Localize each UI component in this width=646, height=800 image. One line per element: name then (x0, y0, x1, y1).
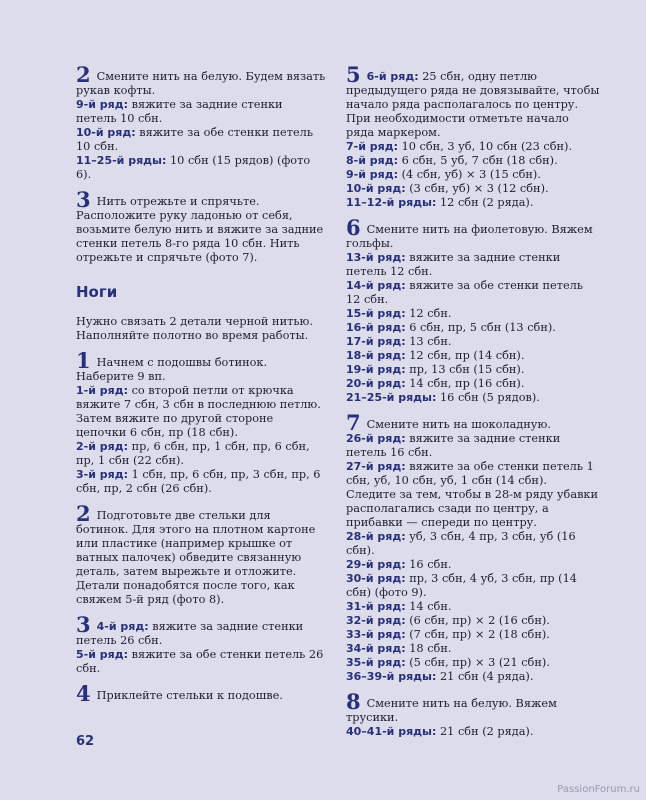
instruction-line (76, 440, 326, 468)
instruction-line (76, 187, 326, 265)
instruction-line (346, 349, 600, 363)
row-text: 13 сбн. (409, 335, 452, 348)
left-steps-after (76, 348, 326, 706)
row-text: Нить отрежьте и спрячьте. Расположите руку ладонью от себя, возьмите белую нить и вяжите за задние стенки петель 8-го ряда 10 сбн. Нить отрежьте и спрячьте (фото 7). (76, 195, 324, 264)
page-number: 62 (76, 734, 95, 749)
instruction-line (346, 628, 600, 642)
step-number: 4 (76, 681, 91, 706)
instruction-line (76, 468, 326, 496)
row-label: 8-й ряд: (346, 154, 398, 167)
instruction-line (346, 460, 600, 488)
instruction-line (76, 384, 326, 440)
instruction-step (76, 62, 326, 182)
instruction-line (346, 168, 600, 182)
row-label: 35-й ряд: (346, 656, 406, 669)
row-text: 10 сбн, 3 уб, 10 сбн (23 сбн). (401, 140, 573, 153)
instruction-line (76, 154, 326, 182)
row-label: 17-й ряд: (346, 335, 406, 348)
step-number: 3 (76, 612, 91, 637)
row-label: 40–41-й ряды: (346, 725, 437, 738)
instruction-line (346, 279, 600, 307)
instruction-line (76, 126, 326, 154)
row-text: вяжите за задние стенки петель 26 сбн. (76, 620, 304, 647)
instruction-line (346, 215, 600, 251)
instruction-line (346, 530, 600, 558)
instruction-line (346, 363, 600, 377)
row-label: 9-й ряд: (76, 98, 128, 111)
step-number: 2 (76, 62, 91, 87)
right-column (346, 62, 600, 748)
row-text: вяжите за обе стенки петель 10 сбн. (76, 126, 313, 153)
row-label: 3-й ряд: (76, 468, 128, 481)
step-number: 8 (346, 689, 361, 714)
instruction-line (346, 182, 600, 196)
row-text: 16 сбн (5 рядов). (439, 391, 540, 404)
row-label: 4-й ряд: (96, 620, 149, 633)
instruction-step (76, 187, 326, 265)
row-label: 31-й ряд: (346, 600, 406, 613)
instruction-line (346, 307, 600, 321)
row-text: Смените нить на фиолетовую. Вяжем гольфы. (346, 223, 593, 250)
instruction-line (346, 558, 600, 572)
instruction-line (346, 62, 600, 140)
row-text: 25 сбн, одну петлю предыдущего ряда не довязывайте, чтобы начало ряда располагалось по центру. При необходимости отметьте начало ряда маркером. (346, 70, 600, 139)
instruction-line (346, 614, 600, 628)
row-label: 5-й ряд: (76, 648, 128, 661)
instruction-line (346, 154, 600, 168)
instruction-line (346, 600, 600, 614)
instruction-line (346, 642, 600, 656)
row-text: 14 сбн, пр (16 сбн). (409, 377, 525, 390)
row-text: 12 сбн, пр (14 сбн). (409, 349, 525, 362)
instruction-line (346, 335, 600, 349)
row-label: 28-й ряд: (346, 530, 406, 543)
instruction-line (346, 196, 600, 210)
row-label: 26-й ряд: (346, 432, 406, 445)
row-label: 6-й ряд: (366, 70, 419, 83)
row-label: 34-й ряд: (346, 642, 406, 655)
row-label: 10-й ряд: (346, 182, 406, 195)
row-text: Приклейте стельки к подошве. (96, 689, 283, 702)
row-text: Смените нить на шоколадную. (366, 418, 551, 431)
row-label: 13-й ряд: (346, 251, 406, 264)
row-text: Следите за тем, чтобы в 28-м ряду убавки располагались сзади по центру, а прибавки — спереди по центру. (346, 488, 599, 529)
row-text: вяжите за обе стенки петель 26 сбн. (76, 648, 324, 675)
instruction-line (346, 572, 600, 600)
row-text: 6 сбн, пр, 5 сбн (13 сбн). (409, 321, 556, 334)
row-text: 1 сбн, пр, 6 сбн, пр, 3 сбн, пр, 6 сбн, пр, 2 сбн (26 сбн). (76, 468, 321, 495)
row-label: 11–25-й ряды: (76, 154, 167, 167)
instruction-line (76, 501, 326, 607)
row-text: пр, 6 сбн, пр, 1 сбн, пр, 6 сбн, пр, 1 сбн (22 сбн). (76, 440, 310, 467)
row-label: 16-й ряд: (346, 321, 406, 334)
instruction-line (346, 689, 600, 725)
row-text: 12 сбн. (409, 307, 452, 320)
instruction-line (76, 98, 326, 126)
row-label: 18-й ряд: (346, 349, 406, 362)
row-text: 12 сбн (2 ряда). (439, 196, 534, 209)
instruction-line (346, 410, 600, 435)
left-steps-before (76, 62, 326, 265)
row-label: 15-й ряд: (346, 307, 406, 320)
instruction-line (76, 648, 326, 676)
row-text: 16 сбн. (409, 558, 452, 571)
step-number: 5 (346, 62, 361, 87)
row-text: Начнем с подошвы ботинок. Наберите 9 вп. (76, 356, 268, 383)
row-label: 29-й ряд: (346, 558, 406, 571)
instruction-step (76, 348, 326, 496)
row-label: 2-й ряд: (76, 440, 128, 453)
section-intro: Нужно связать 2 детали черной нитью. Наполняйте полотно во время работы. (76, 315, 313, 342)
row-text: 18 сбн. (409, 642, 452, 655)
row-text: (4 сбн, уб) × 3 (15 сбн). (401, 168, 541, 181)
row-label: 33-й ряд: (346, 628, 406, 641)
instruction-line (346, 391, 600, 405)
row-label: 20-й ряд: (346, 377, 406, 390)
instruction-line (346, 140, 600, 154)
row-label: 21–25-й ряды: (346, 391, 437, 404)
row-text: 21 сбн (4 ряда). (439, 670, 534, 683)
instruction-line (346, 432, 600, 460)
row-text: Подготовьте две стельки для ботинок. Для этого на плотном картоне или пластике (например крышке от ватных палочек) обведите связанную деталь, затем вырежьте и отложите. Детали понадобятся после того, как свяжем 5-й ряд (фото 8). (76, 509, 316, 606)
instruction-line (76, 612, 326, 648)
watermark: PassionForum.ru (557, 784, 640, 795)
row-text: (6 сбн, пр) × 2 (16 сбн). (409, 614, 550, 627)
section-title: Ноги (76, 283, 118, 301)
instruction-step (346, 62, 600, 210)
row-text: Смените нить на белую. Будем вязать рукав кофты. (76, 70, 326, 97)
instruction-line (346, 251, 600, 279)
instruction-line (346, 670, 600, 684)
row-text: вяжите за задние стенки петель 12 сбн. (346, 251, 561, 278)
row-text: 21 сбн (2 ряда). (439, 725, 534, 738)
instruction-step (346, 215, 600, 405)
instruction-line (76, 62, 326, 98)
instruction-line (76, 348, 326, 384)
row-label: 10-й ряд: (76, 126, 136, 139)
row-text: 10 сбн (15 рядов) (фото 6). (76, 154, 311, 181)
instruction-line (346, 321, 600, 335)
step-number: 6 (346, 215, 361, 240)
row-text: (3 сбн, уб) × 3 (12 сбн). (409, 182, 549, 195)
row-label: 1-й ряд: (76, 384, 128, 397)
instruction-line (346, 656, 600, 670)
right-steps (346, 62, 600, 739)
row-text: со второй петли от крючка вяжите 7 сбн, 3 сбн в последнюю петлю. Затем вяжите по другой стороне цепочки 6 сбн, пр (18 сбн). (76, 384, 321, 439)
row-text: вяжите за задние стенки петель 16 сбн. (346, 432, 561, 459)
step-number: 3 (76, 187, 91, 212)
row-label: 36–39-й ряды: (346, 670, 437, 683)
row-label: 19-й ряд: (346, 363, 406, 376)
row-text: уб, 3 сбн, 4 пр, 3 сбн, уб (16 сбн). (346, 530, 576, 557)
instruction-step (76, 501, 326, 607)
row-label: 32-й ряд: (346, 614, 406, 627)
instruction-line (346, 725, 600, 739)
step-number: 7 (346, 410, 361, 435)
step-number: 1 (76, 348, 91, 373)
instruction-line (346, 377, 600, 391)
row-text: вяжите за задние стенки петель 10 сбн. (76, 98, 283, 125)
instruction-step (346, 410, 600, 684)
row-text: (5 сбн, пр) × 3 (21 сбн). (409, 656, 550, 669)
row-text: пр, 3 сбн, 4 уб, 3 сбн, пр (14 сбн) (фото 9). (346, 572, 577, 599)
instruction-step (76, 681, 326, 706)
row-label: 7-й ряд: (346, 140, 398, 153)
row-text: (7 сбн, пр) × 2 (18 сбн). (409, 628, 550, 641)
instruction-step (76, 612, 326, 676)
row-label: 14-й ряд: (346, 279, 406, 292)
instruction-step (346, 689, 600, 739)
row-text: пр, 13 сбн (15 сбн). (409, 363, 525, 376)
row-text: 6 сбн, 5 уб, 7 сбн (18 сбн). (401, 154, 558, 167)
row-label: 11–12-й ряды: (346, 196, 437, 209)
row-label: 30-й ряд: (346, 572, 406, 585)
row-text: 14 сбн. (409, 600, 452, 613)
left-column (76, 62, 326, 712)
row-label: 9-й ряд: (346, 168, 398, 181)
instruction-line (76, 681, 326, 706)
row-text: Смените нить на белую. Вяжем трусики. (346, 697, 557, 724)
row-text: вяжите за обе стенки петель 12 сбн. (346, 279, 583, 306)
step-number: 2 (76, 501, 91, 526)
row-text: вяжите за обе стенки петель 1 сбн, уб, 10 сбн, уб, 1 сбн (14 сбн). (346, 460, 594, 487)
row-label: 27-й ряд: (346, 460, 406, 473)
instruction-line (346, 488, 600, 530)
